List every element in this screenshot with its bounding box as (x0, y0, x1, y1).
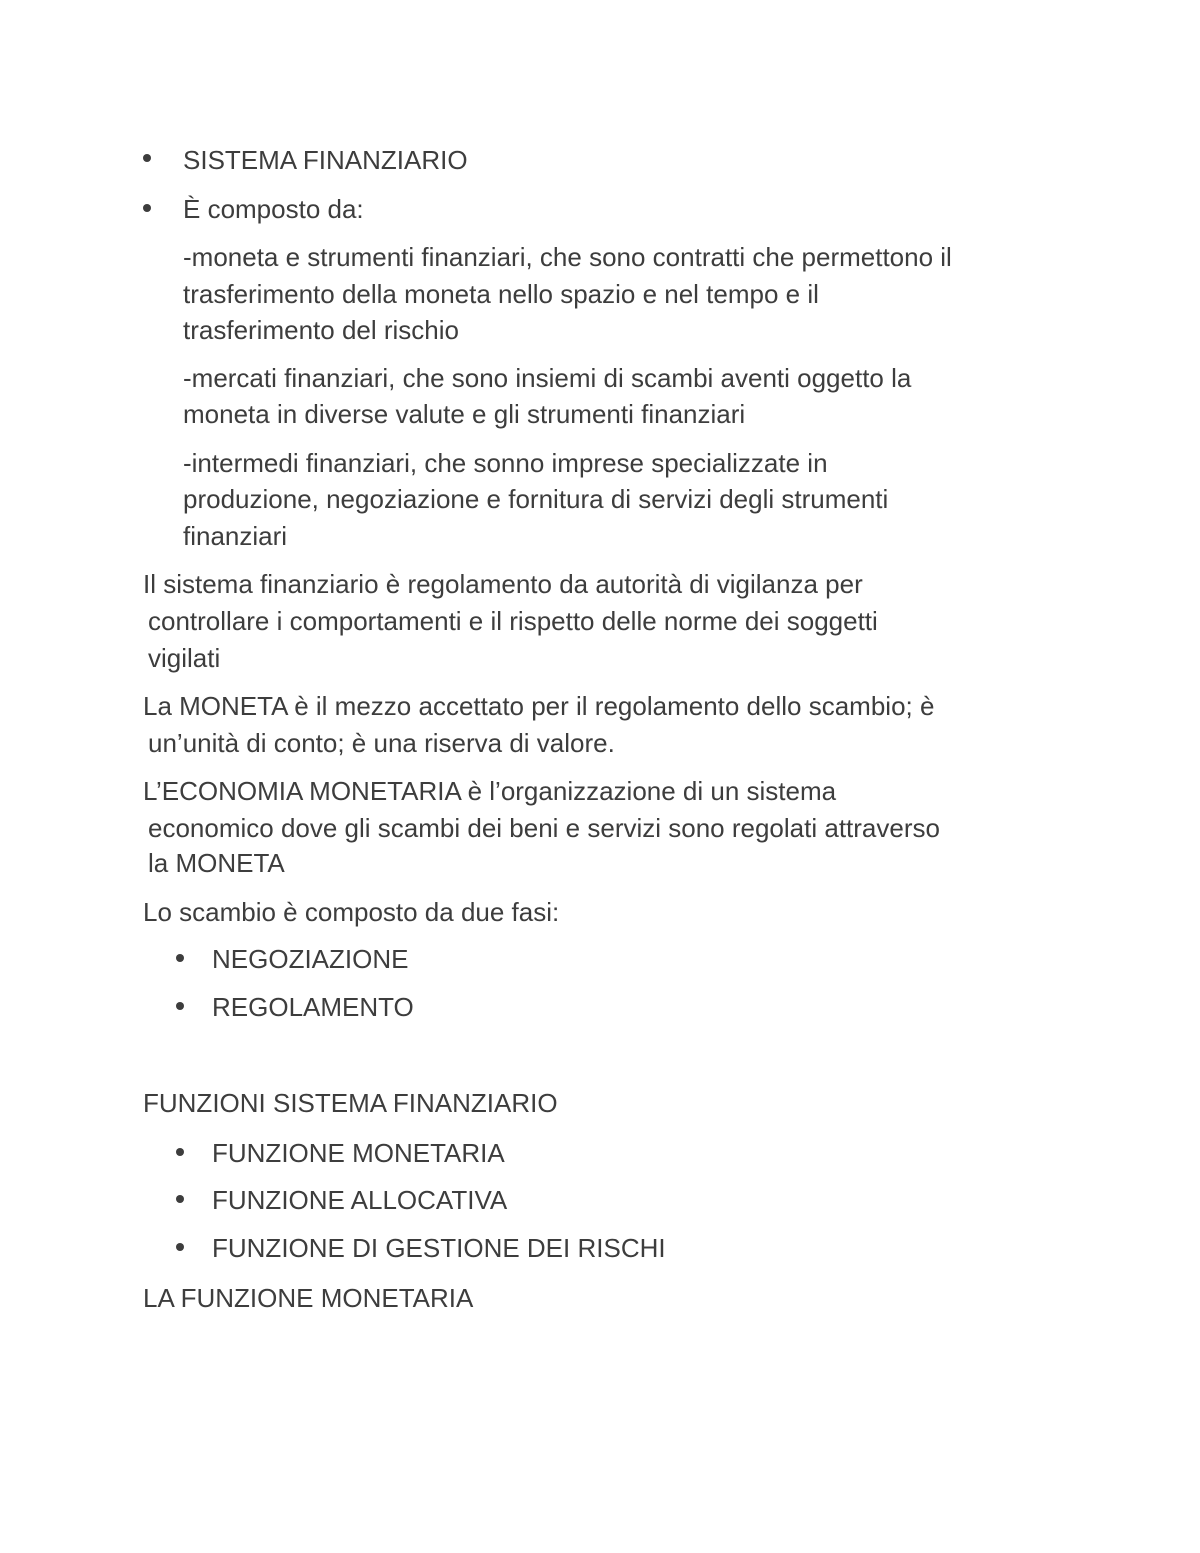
composition-item-3-line-3: finanziari (183, 521, 288, 551)
bullet-dot (176, 1243, 184, 1251)
bullet-text-sistema-finanziario: SISTEMA FINANZIARIO (183, 145, 468, 175)
paragraph-1-line-3: vigilati (148, 643, 221, 673)
composition-item-2-line-1: -mercati finanziari, che sono insiemi di scambi aventi oggetto la (183, 363, 912, 393)
exchange-intro: Lo scambio è composto da due fasi: (143, 897, 560, 927)
composition-item-2-line-2: moneta in diverse valute e gli strumenti finanziari (183, 399, 746, 429)
paragraph-3-line-2: economico dove gli scambi dei beni e servizi sono regolati attraverso (148, 813, 940, 843)
bullet-dot (176, 1195, 184, 1203)
bullet-dot (176, 1002, 184, 1010)
exchange-phase-negoziazione: NEGOZIAZIONE (212, 944, 409, 974)
paragraph-1-line-2: controllare i comportamenti e il rispetto delle norme dei soggetti (148, 606, 878, 636)
composition-item-3-line-1: -intermedi finanziari, che sonno imprese specializzate in (183, 448, 828, 478)
paragraph-2-line-1: La MONETA è il mezzo accettato per il regolamento dello scambio; è (143, 691, 935, 721)
exchange-phase-regolamento: REGOLAMENTO (212, 992, 414, 1022)
paragraph-1-line-1: Il sistema finanziario è regolamento da autorità di vigilanza per (143, 569, 863, 599)
bullet-dot (143, 204, 151, 212)
composition-item-1-line-2: trasferimento della moneta nello spazio e nel tempo e il (183, 279, 819, 309)
bullet-dot (176, 1148, 184, 1156)
function-allocativa: FUNZIONE ALLOCATIVA (212, 1185, 508, 1215)
paragraph-3-line-1: L’ECONOMIA MONETARIA è l’organizzazione di un sistema (143, 776, 837, 806)
bullet-dot (143, 154, 151, 162)
function-monetaria: FUNZIONE MONETARIA (212, 1138, 505, 1168)
functions-heading: FUNZIONI SISTEMA FINANZIARIO (143, 1088, 558, 1118)
composition-item-1-line-1: -moneta e strumenti finanziari, che sono contratti che permettono il (183, 242, 952, 272)
function-gestione-rischi: FUNZIONE DI GESTIONE DEI RISCHI (212, 1233, 666, 1263)
paragraph-2-line-2: un’unità di conto; è una riserva di valore. (148, 728, 615, 758)
composition-item-3-line-2: produzione, negoziazione e fornitura di servizi degli strumenti (183, 484, 889, 514)
final-heading: LA FUNZIONE MONETARIA (143, 1283, 474, 1313)
bullet-text-composto-da: È composto da: (183, 194, 364, 224)
composition-item-1-line-3: trasferimento del rischio (183, 315, 459, 345)
paragraph-3-line-3: la MONETA (148, 848, 285, 878)
bullet-dot (176, 954, 184, 962)
